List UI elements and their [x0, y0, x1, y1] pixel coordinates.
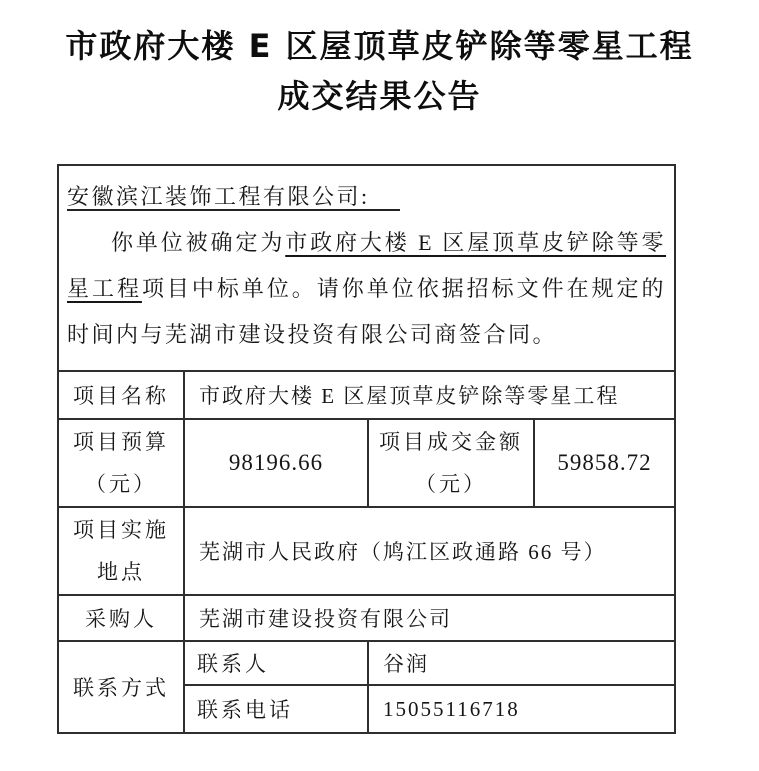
notice-row [58, 165, 675, 371]
contact-phone-label: 联系电话 [184, 685, 368, 733]
contact-method-label: 联系方式 [58, 641, 184, 733]
purchaser-row [58, 595, 675, 641]
page-title-line-1: 市政府大楼 E 区屋顶草皮铲除等零星工程 [65, 27, 694, 65]
purchaser-value: 芜湖市建设投资有限公司 [184, 595, 675, 641]
deal-amount-label-line-1: 项目成交金额 [379, 430, 523, 454]
page-title-line-2: 成交结果公告 [277, 77, 482, 115]
deal-amount-value: 59858.72 [534, 419, 675, 507]
budget-label-line-2: （元） [85, 472, 157, 496]
notice-body-paragraph [67, 220, 666, 358]
notice-body-suffix: 项目中标单位。请你单位依据招标文件在规定的时间内与芜湖市建设投资有限公司商签合同。 [67, 276, 667, 347]
project-name-value: 市政府大楼 E 区屋顶草皮铲除等零星工程 [184, 371, 675, 419]
location-row [58, 507, 675, 595]
location-value: 芜湖市人民政府（鸠江区政通路 66 号） [184, 507, 675, 595]
contact-person-value: 谷润 [368, 641, 675, 685]
notice-project-name-underlined: 市政府大楼 E 区屋顶草皮铲除等零星工程 [67, 230, 667, 301]
notice-salutation [67, 174, 666, 220]
budget-label [58, 419, 184, 507]
page-title [0, 0, 759, 118]
location-label-line-2: 地点 [97, 560, 145, 584]
deal-amount-label-line-2: （元） [415, 472, 487, 496]
salutation-underlined-text: 安徽滨江装饰工程有限公司: [67, 184, 400, 211]
contact-phone-value: 15055116718 [368, 685, 675, 733]
notice-body-prefix: 你单位被确定为 [111, 230, 286, 255]
deal-amount-label [368, 419, 534, 507]
project-name-label: 项目名称 [58, 371, 184, 419]
purchaser-label: 采购人 [58, 595, 184, 641]
location-label [58, 507, 184, 595]
project-name-row [58, 371, 675, 419]
location-label-line-1: 项目实施 [73, 518, 169, 542]
budget-label-line-1: 项目预算 [73, 430, 169, 454]
award-result-table [57, 164, 676, 734]
contact-person-row [58, 641, 675, 685]
budget-and-deal-row [58, 419, 675, 507]
contact-person-label: 联系人 [184, 641, 368, 685]
budget-value: 98196.66 [184, 419, 368, 507]
notice-cell [58, 165, 675, 371]
